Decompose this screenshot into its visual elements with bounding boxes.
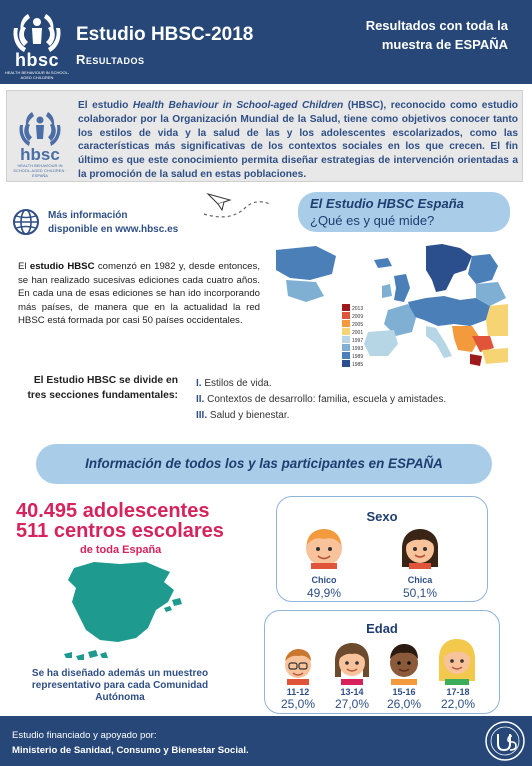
age-15-16-percentage: 26,0%: [386, 697, 422, 711]
section-item: I. Estilos de vida.: [196, 378, 272, 389]
europe-map-image: [276, 240, 510, 380]
boy-percentage: 49,9%: [306, 586, 342, 600]
footer: [0, 716, 532, 766]
map-legend-1997: 1997: [352, 338, 364, 344]
participants-banner: Información de todos los y las participantes en ESPAÑA: [36, 444, 492, 484]
child-11-12-icon: [281, 647, 315, 685]
hbsc-section-label: [298, 192, 510, 232]
sections-list: [196, 376, 446, 424]
section-item: III. Salud y bienestar.: [196, 410, 290, 421]
boy-face-icon: [303, 527, 345, 569]
map-legend-1985: 1985: [352, 362, 364, 368]
schools-count: 511 centros escolares: [16, 520, 224, 542]
logo-text: hbsc: [14, 50, 59, 70]
sex-box: [276, 496, 488, 602]
age-11-12-percentage: 25,0%: [280, 697, 316, 711]
child-13-14-icon: [333, 641, 371, 685]
paper-plane-icon: [200, 188, 300, 220]
intro-paragraph: El estudio Health Behaviour in School-aged Children (HBSC), reconocido como estudio colaborador por la Organización Mundial de la Salud, tiene como objetivos conocer tanto los estilos de vida y la salud de las y los adolescentes escolarizados, como las características más significativas de los contextos sociales en los que crecen. El fin último es que este conocimiento permita diseñar estrategias de intervención orientadas a la promoción de la salud en estas poblaciones.: [78, 100, 519, 180]
age-13-14-percentage: 27,0%: [334, 697, 370, 711]
girl-face-icon: [399, 527, 441, 569]
adolescents-count: 40.495 adolescentes: [16, 500, 210, 522]
footer-line2: Ministerio de Sanidad, Consumo y Bienestar Social.: [12, 745, 249, 756]
page-subtitle: Resultados: [76, 52, 145, 67]
map-legend-2013: 2013: [352, 306, 364, 312]
history-paragraph: El estudio HBSC comenzó en 1982 y, desde entonces, se han realizado sucesivas ediciones cada cuatro años. En cada una de esas ediciones se han ido incorporando más países, de manera que en la actualidad la red HBSC está formada por casi 50 países occidentales.: [18, 261, 260, 327]
intro-logo-text: hbsc: [20, 145, 60, 164]
teen-17-18-icon: [437, 637, 477, 685]
footer-line1: Estudio financiado y apoyado por:: [12, 730, 157, 741]
spain-map-image: [60, 558, 184, 666]
age-11-12-label: 11-12: [286, 687, 310, 697]
girl-label: Chica: [407, 575, 433, 585]
map-legend-1989: 1989: [352, 354, 364, 360]
sections-title: El Estudio HBSC se divide en tres secciones fundamentales:: [27, 375, 178, 401]
girl-percentage: 50,1%: [402, 586, 438, 600]
boy-label: Chico: [311, 575, 337, 585]
university-seal-icon: [484, 720, 526, 762]
age-17-18-label: 17-18: [446, 687, 470, 697]
scope-text: de toda España: [80, 544, 162, 556]
sampling-note: Se ha diseñado además un muestreo representativo para cada Comunidad Autónoma: [31, 668, 209, 703]
map-legend-2009: 2009: [352, 314, 364, 320]
map-legend-2001: 2001: [352, 330, 364, 336]
sex-title: Sexo: [366, 509, 398, 524]
teen-15-16-icon: [385, 641, 423, 685]
intro-logo-subtext: HEALTH BEHAVIOUR IN SCHOOL-AGED CHILDREN · ESPAÑA: [13, 163, 67, 178]
page-title: Estudio HBSC-2018: [76, 24, 254, 45]
intro-box: [6, 90, 523, 182]
section-item: II. Contextos de desarrollo: familia, escuela y amistades.: [196, 394, 447, 405]
more-info-link[interactable]: Más información disponible en www.hbsc.es: [48, 210, 179, 235]
age-box: [264, 610, 500, 714]
age-17-18-percentage: 22,0%: [440, 697, 476, 711]
header: [0, 0, 532, 84]
hbsc-label-line1: El Estudio HBSC España: [310, 196, 464, 211]
map-legend-2005: 2005: [352, 322, 364, 328]
hbsc-label-line2: ¿Qué es y qué mide?: [310, 213, 435, 228]
logo-subtext: HEALTH BEHAVIOUR IN SCHOOL-AGED CHILDREN: [4, 70, 70, 80]
header-right-title: Resultados con toda la muestra de ESPAÑA: [365, 18, 508, 52]
age-13-14-label: 13-14: [340, 687, 364, 697]
age-title: Edad: [366, 621, 398, 636]
globe-icon: [12, 208, 40, 236]
age-15-16-label: 15-16: [392, 687, 416, 697]
map-legend-1993: 1993: [352, 346, 364, 352]
